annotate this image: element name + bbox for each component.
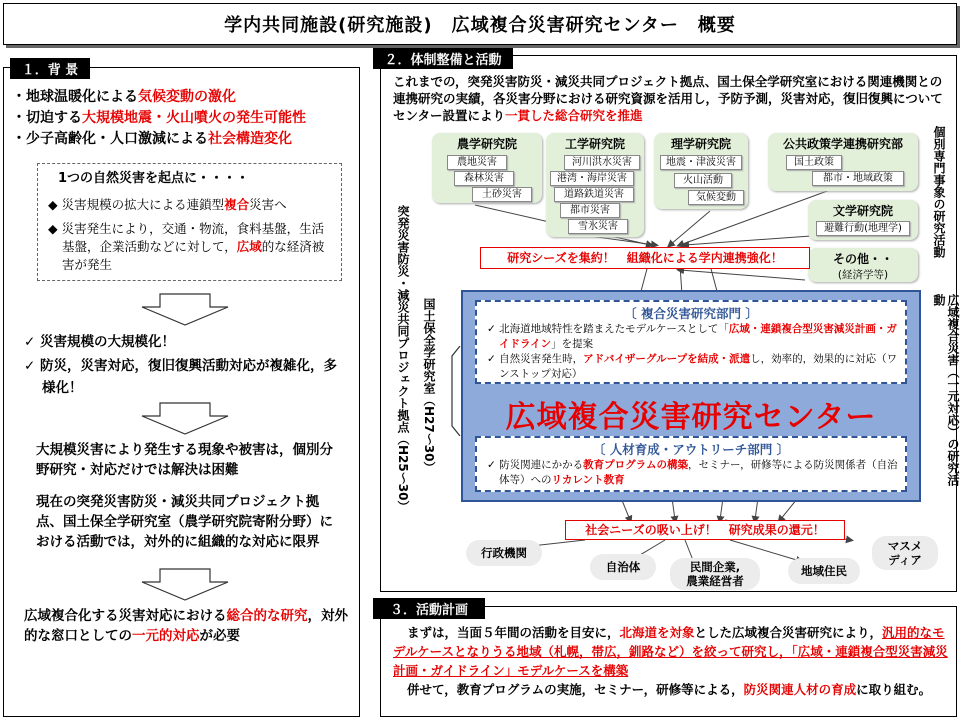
left-vertical-label-2: 国土保全学研究室（H27～30） [422, 298, 436, 474]
other-sub: (経済学等) [837, 269, 889, 281]
outreach-dept [475, 436, 907, 492]
stakeholder-government: 行政機関 [466, 540, 542, 566]
tile-science [654, 133, 748, 209]
check-complex: ✓ 防災，災害対応，復旧復興活動対応が複雑化，多様化！ [24, 358, 338, 396]
box-heading: 1つの自然災害を起点に・・・・ [58, 171, 250, 186]
down-arrow-2 [140, 402, 230, 436]
plan-text [393, 623, 949, 699]
limit-text-1: 大規模災害により発生する現象や被害は，個別分野研究・対応だけでは解決は困難 [36, 442, 333, 478]
stakeholder-media: マスメ ディア [872, 536, 938, 570]
tile-agriculture [432, 133, 542, 203]
center-box [461, 290, 921, 502]
agri-tag-1: 農地災害 [447, 155, 507, 170]
complex-dept-line1: ✓ 北海道地域特性を踏まえたモデルケースとして「広域・連鎖複合型災害減災計画・ガイドライン」を提案 [487, 323, 897, 350]
check-scale: ✓ 災害規模の大規模化！ [24, 334, 176, 350]
left-vertical-label-1: 突発災害防災・減災共同プロジェクト拠点（H25～30） [396, 205, 410, 513]
agri-tag-3: 土砂災害 [472, 187, 532, 202]
page-title [3, 3, 957, 45]
science-title: 理学研究院 [670, 137, 731, 151]
complex-disaster-dept [475, 300, 907, 384]
section2-label: ２．体制整備と活動 [373, 48, 513, 69]
stakeholder-residents: 地域住民 [788, 558, 860, 584]
box-item-2: ◆ 災害発生により，交通・物流，食料基盤，生活基盤，企業活動などに対して，広域的な経済被害が発生 [48, 221, 325, 272]
lit-tag: 避難行動(地理学) [816, 221, 910, 236]
box-item-1: ◆ 災害規模の拡大による連鎖型複合災害へ [48, 197, 287, 212]
down-arrow-1 [140, 293, 230, 327]
down-arrow-3 [140, 568, 230, 602]
right-vertical-label-1: 個別専門事象の研究活動 [932, 126, 946, 258]
tile-other [808, 248, 918, 282]
eng-tag-1: 河川洪水災害 [564, 155, 640, 170]
checks-block [24, 331, 344, 399]
bullet-society: ・少子高齢化・人口激減による社会構造変化 [12, 131, 292, 147]
engineering-title: 工学研究院 [564, 137, 625, 151]
complex-dept-line2: ✓ 自然災害発生時，アドバイザーグループを結成・派遣し，効率的，効果的に対応（ワンストップ対応） [487, 353, 898, 380]
tile-letters [808, 200, 918, 240]
seeds-banner: 研究シーズを集約！ 組織化による学内連携強化！ [480, 247, 810, 269]
disaster-chain-box [37, 163, 342, 281]
outreach-dept-title: 〔 人材育成・アウトリーチ部門 〕 [592, 442, 790, 457]
sci-tag-3: 気候変動 [688, 190, 744, 205]
sci-tag-1: 地震・津波災害 [660, 155, 742, 170]
eng-tag-3: 道路鉄道災害 [554, 187, 634, 202]
letters-title: 文学研究院 [832, 204, 893, 218]
section3-label: ３．活動計画 [373, 598, 485, 619]
stakeholder-companies: 民間企業, 農業経営者 [670, 558, 760, 590]
limit-text-2: 現在の突発災害防災・減災共同プロジェクト拠点、国土保全学研究室（農学研究院寄附分野）における活動では，対外的に組織的な対応に限界 [36, 494, 333, 550]
pub-tag-2: 都市・地域政策 [812, 171, 904, 186]
right-vertical-label-2: 広域複合災害（一元対応）の研究活動 [932, 294, 960, 486]
page-title-text: 学内共同施設(研究施設) 広域複合災害研究センター 概要 [224, 15, 736, 36]
eng-tag-4: 都市災害 [560, 203, 620, 218]
system-intro: これまでの，突発災害防災・減災共同プロジェクト拠点、国土保全学研究室における関連機関との連携研究の実績，各災害分野における研究資源を活用し，予防予測，災害対応，復旧復興についてセンター設置により一貫した総合研究を推進 [393, 74, 943, 123]
public-policy-title: 公共政策学連携研究部 [782, 137, 903, 151]
outreach-dept-line1: ✓ 防災関連にかかる教育プログラムの構築，セミナー，研修等による防災関係者（自治体等）へのリカレント教育 [487, 459, 898, 486]
eng-tag-5: 雪氷災害 [568, 219, 628, 234]
sci-tag-2: 火山活動 [674, 173, 732, 188]
plan-paragraph-2: 併せて，教育プログラムの実施，セミナー，研修等による，防災関連人材の育成に取り組む。 [407, 682, 932, 697]
other-title: その他・・ [832, 252, 893, 266]
need-text: 広域複合化する災害対応における総合的な研究，対外的な窓口としての一元的対応が必要 [24, 608, 348, 644]
bullet-climate: ・地球温暖化による気候変動の激化 [12, 89, 236, 105]
pub-tag-1: 国土政策 [786, 155, 842, 170]
tile-engineering [546, 133, 644, 237]
center-name: 広域複合災害研究センター [505, 400, 877, 435]
section1-label: １．背 景 [10, 58, 90, 79]
agriculture-title: 農学研究院 [456, 137, 517, 151]
complex-dept-title: 〔 複合災害研究部門 〕 [624, 306, 758, 321]
stakeholder-municipality: 自治体 [590, 554, 656, 580]
needs-banner: 社会ニーズの吸い上げ！ 研究成果の還元！ [565, 520, 845, 540]
agri-tag-2: 森林災害 [454, 171, 514, 186]
eng-tag-2: 港湾・海岸災害 [550, 171, 634, 186]
bullet-earthquake: ・切迫する大規模地震・火山噴火の発生可能性 [12, 110, 306, 126]
tile-public-policy [768, 133, 918, 191]
plan-paragraph-1: まずは，当面５年間の活動を目安に，北海道を対象とした広域複合災害研究により，汎用的なモデルケースとなりうる地域（札幌，帯広，釧路など）を絞って研究し，「広域・連鎖複合型災害減災計画・ガイドライン」モデルケースを構築 [393, 625, 948, 678]
background-bullets [12, 87, 357, 150]
